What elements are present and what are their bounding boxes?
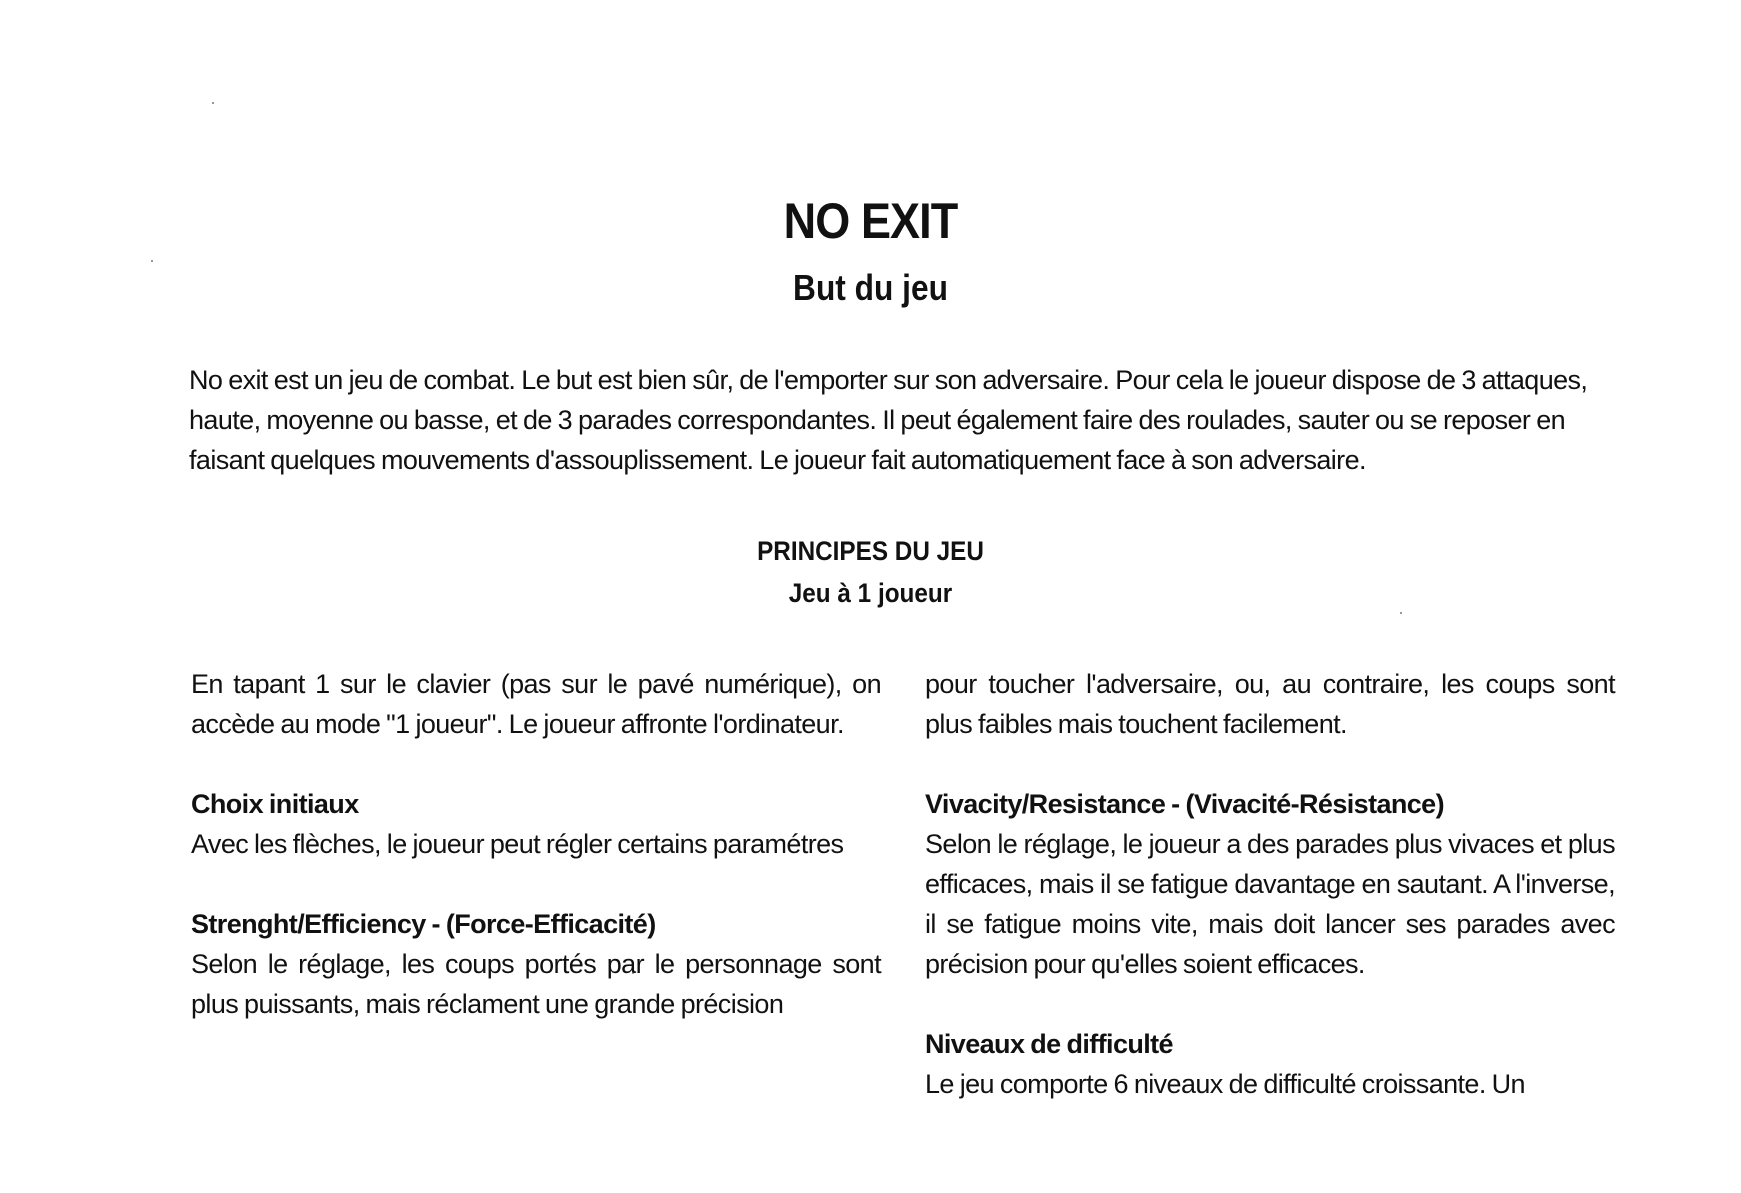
- mode-paragraph: En tapant 1 sur le clavier (pas sur le pavé numérique), on accède au mode "1 joueur". Le joueur affronte l'ordinateur.: [191, 669, 881, 739]
- intro-paragraph: No exit est un jeu de combat. Le but est bien sûr, de l'emporter sur son adversaire. Pour cela le joueur dispose de 3 attaques, haute, moyenne ou basse, et de 3 parades correspondantes. Il peut également faire des roulades, sauter ou se reposer en faisant quelques mouvements d'assouplissement. Le joueur fait automatiquement face à son adversaire.: [189, 365, 1588, 475]
- vivacity-paragraph: Selon le réglage, le joueur a des parades plus vivaces et plus efficaces, mais il se fatigue davantage en sautant. A l'inverse, il se fatigue moins vite, mais doit lancer ses parades avec précision pour qu'elles soient efficaces.: [925, 829, 1615, 979]
- niveaux-heading: Niveaux de difficulté: [925, 1029, 1173, 1059]
- scan-speck: [212, 102, 214, 104]
- strength-heading: Strenght/Efficiency - (Force-Efficacité): [191, 909, 656, 939]
- strength-paragraph: Selon le réglage, les coups portés par le personnage sont plus puissants, mais réclament une grande précision: [191, 949, 881, 1019]
- page-title: NO EXIT: [783, 193, 958, 249]
- page-subtitle: But du jeu: [793, 267, 948, 308]
- scan-speck: [1400, 612, 1402, 614]
- choix-paragraph: Avec les flèches, le joueur peut régler certains paramétres: [191, 829, 844, 859]
- strength-paragraph-continued: pour toucher l'adversaire, ou, au contraire, les coups sont plus faibles mais touchent facilement.: [925, 669, 1615, 739]
- scan-speck: [151, 260, 153, 262]
- choix-heading: Choix initiaux: [191, 789, 359, 819]
- left-column: [191, 664, 881, 1024]
- niveaux-paragraph: Le jeu comporte 6 niveaux de difficulté croissante. Un: [925, 1069, 1525, 1099]
- vivacity-heading: Vivacity/Resistance - (Vivacité-Résistance): [925, 789, 1444, 819]
- section-subheading: Jeu à 1 joueur: [788, 578, 953, 608]
- right-column: [925, 664, 1615, 1104]
- section-heading: PRINCIPES DU JEU: [757, 536, 984, 566]
